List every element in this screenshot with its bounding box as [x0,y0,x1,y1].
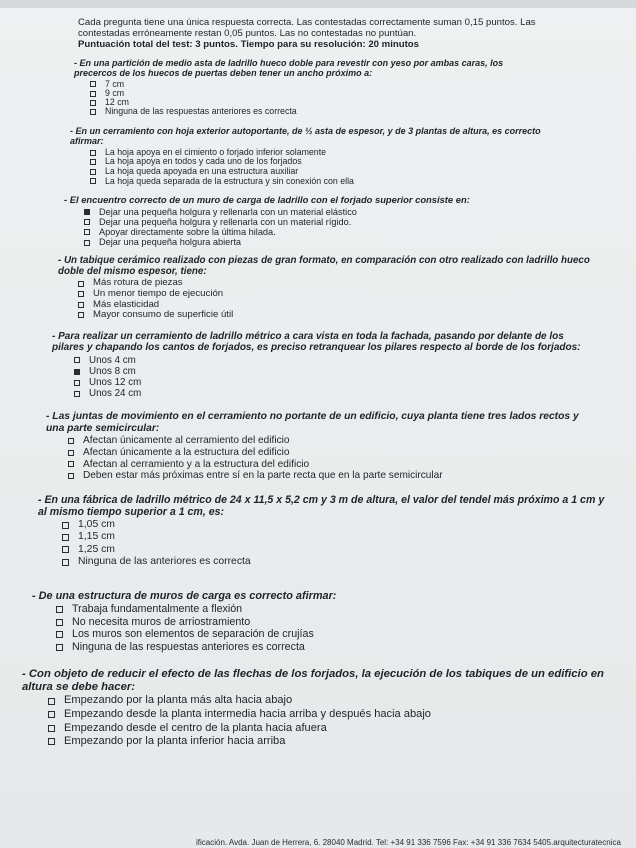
answer-option[interactable] [84,237,594,247]
answer-option[interactable] [74,366,608,377]
question-5 [52,331,608,400]
checked-box-icon[interactable] [74,369,80,375]
answer-option-label: Unos 24 cm [89,388,142,400]
answer-option[interactable] [68,459,612,471]
answer-option[interactable] [90,107,560,116]
checkbox-icon[interactable] [90,150,96,156]
checkbox-icon[interactable] [90,178,96,184]
answer-option[interactable] [62,519,622,531]
answer-option-label: Deben estar más próximas entre sí en la parte recta que en la parte semicircular [83,470,443,482]
question-2 [70,126,588,186]
answer-option[interactable] [90,177,588,187]
answer-option-label: Unos 12 cm [89,377,142,389]
question-1 [74,58,560,117]
checkbox-icon[interactable] [68,450,74,456]
question-text-line: afirmar: [70,136,104,147]
answer-option[interactable] [78,289,606,300]
answer-option[interactable] [56,628,592,641]
checkbox-icon[interactable] [56,606,63,613]
answer-option-label: 12 cm [105,97,129,108]
answer-option-label: Afectan únicamente al cerramiento del edificio [83,435,290,447]
checkbox-icon[interactable] [90,81,96,87]
question-text [46,411,612,434]
question-6 [46,411,612,482]
answer-option-label: Ninguna de las anteriores es correcta [78,555,251,567]
answer-option-label: 7 cm [105,78,125,89]
answer-option-label: La hoja apoya en el cimiento o forjado inferior solamente [105,146,327,157]
answer-option-label: Empezando desde el centro de la planta hacia afuera [64,721,327,734]
answer-option[interactable] [74,355,608,366]
question-text-line: - En una fábrica de ladrillo métrico de 24 x 11,5 x 5,2 cm y 3 m de altura, el valor del tendel más próximo a 1 cm y [38,494,605,506]
exam-instructions [78,17,618,50]
answer-option-label: La hoja queda separada de la estructura y sin conexión con ella [105,175,354,186]
answer-option-label: No necesita muros de arriostramiento [72,615,251,628]
answer-option[interactable] [74,388,608,399]
answer-option-label: Dejar una pequeña holgura y rellenarla con un material rígido. [99,217,352,227]
answer-option-label: La hoja queda apoyada en una estructura auxiliar [105,166,299,176]
answer-option[interactable] [68,470,612,482]
answer-option-label: 9 cm [105,88,125,99]
checkbox-icon[interactable] [74,357,80,363]
question-text-line: pilares y chapando los cantos de forjados, es preciso retranquear los pilares respecto al borde de los forjados: [52,342,581,354]
question-text-line: - En una partición de medio asta de ladrillo hueco doble para revestir con yeso por ambas caras, los [74,58,504,68]
answer-option-label: Apoyar directamente sobre la última hilada. [99,227,276,238]
checkbox-icon[interactable] [84,229,90,235]
checkbox-icon[interactable] [74,391,80,397]
answer-option[interactable] [68,447,612,459]
question-text [74,58,560,79]
checkbox-icon[interactable] [56,644,63,651]
question-text-line: - Las juntas de movimiento en el cerramiento no portante de un edificio, cuya planta tiene tres lados rectos y [46,411,579,422]
checkbox-icon[interactable] [62,522,69,529]
checkbox-icon[interactable] [68,473,74,479]
answer-options [38,519,622,568]
checkbox-icon[interactable] [48,698,55,705]
answer-option[interactable] [48,722,606,736]
answer-options [52,355,608,400]
answer-option[interactable] [84,227,594,237]
checkbox-icon[interactable] [62,534,69,541]
instructions-line-1: Cada pregunta tiene una única respuesta correcta. Las contestadas correctamente suman 0,15 puntos. Las [78,17,536,28]
question-text-line: al mismo tiempo superior a 1 cm, es: [38,506,225,518]
question-4 [58,255,606,321]
checkbox-icon[interactable] [48,725,55,732]
answer-option-label: Más rotura de piezas [93,277,183,289]
answer-option-label: Ninguna de las respuestas anteriores es correcta [72,641,305,654]
answer-option-label: Empezando por la planta más alta hacia abajo [64,694,293,707]
answer-option[interactable] [56,641,592,654]
answer-option-label: Dejar una pequeña holgura y rellenarla con un material elástico [99,206,357,217]
answer-options [46,435,612,481]
answer-option[interactable] [48,694,606,708]
question-text [38,494,622,518]
answer-option-label: 1,05 cm [78,519,115,530]
footer-address: ificación. Avda. Juan de Herrera, 6. 28040 Madrid. Tel: +34 91 336 7596 Fax: +34 91 336 7634 5405.arquitecturatecnica [196,838,621,847]
checkbox-icon[interactable] [78,291,84,297]
top-edge [0,0,636,8]
checkbox-icon[interactable] [68,461,74,467]
question-text-line: - En un cerramiento con hoja exterior autoportante, de ½ asta de espesor, y de 3 plantas de altura, es correcto [70,126,541,136]
question-text-line: una parte semicircular: [46,422,160,434]
answer-option-label: Más elasticidad [93,298,160,310]
question-text-line: - De una estructura de muros de carga es correcto afirmar: [32,590,337,602]
question-text-line: - El encuentro correcto de un muro de carga de ladrillo con el forjado superior consiste en: [64,194,470,205]
answer-option[interactable] [48,735,606,749]
answer-option-label: Afectan únicamente a la estructura del edificio [83,447,290,458]
answer-options [32,603,592,653]
checkbox-icon[interactable] [90,169,96,175]
question-text [52,331,608,354]
answer-option[interactable] [78,310,606,321]
answer-option[interactable] [90,89,560,98]
answer-option-label: Afectan al cerramiento y a la estructura del edificio [83,458,310,470]
question-text-line: precercos de los huecos de puertas deben tener un ancho próximo a: [74,68,373,79]
checkbox-icon[interactable] [90,91,96,97]
answer-options [58,278,606,320]
question-text-line: doble del mismo espesor, tiene: [58,266,207,278]
checkbox-icon[interactable] [90,100,96,106]
question-text [32,590,592,602]
checkbox-icon[interactable] [48,711,55,718]
answer-option[interactable] [90,80,560,89]
checkbox-icon[interactable] [74,380,80,386]
answer-options [64,207,594,248]
question-text-line: - Con objeto de reducir el efecto de las flechas de los forjados, la ejecución de los tabiques de un edificio en [22,668,604,680]
checkbox-icon[interactable] [84,240,90,246]
answer-options [74,80,560,117]
checkbox-icon[interactable] [62,559,69,566]
checkbox-icon[interactable] [56,619,63,626]
checkbox-icon[interactable] [90,159,96,165]
answer-option[interactable] [56,603,592,616]
answer-option[interactable] [84,217,594,227]
answer-option[interactable] [56,616,592,629]
answer-option-label: Dejar una pequeña holgura abierta [99,237,242,248]
answer-options [22,694,606,748]
checkbox-icon[interactable] [84,219,90,225]
answer-option-label: Unos 8 cm [89,366,136,378]
answer-option-label: Unos 4 cm [89,354,136,366]
answer-option-label: Un menor tiempo de ejecución [93,288,224,299]
answer-option[interactable] [74,377,608,388]
answer-option-label: Empezando desde la planta intermedia hacia arriba y después hacia abajo [64,708,431,720]
instructions-line-2: contestadas erróneamente restan 0,05 puntos. Las no contestadas no puntúan. [78,28,417,39]
answer-option[interactable] [48,708,606,722]
checked-box-icon[interactable] [84,209,90,215]
question-text [58,255,606,277]
question-text-line: altura se debe hacer: [22,680,136,693]
checkbox-icon[interactable] [56,631,63,638]
answer-option[interactable] [68,435,612,447]
answer-option-label: Los muros son elementos de separación de crujías [72,628,314,641]
answer-option-label: 1,15 cm [78,531,115,543]
answer-option[interactable] [62,556,622,568]
answer-option-label: 1,25 cm [78,543,115,555]
answer-option-label: La hoja apoya en todos y cada uno de los forjados [105,156,302,167]
answer-option-label: Empezando por la planta inferior hacia arriba [64,735,286,748]
answer-option[interactable] [62,531,622,543]
checkbox-icon[interactable] [90,109,96,115]
checkbox-icon[interactable] [68,438,74,444]
question-text [64,195,594,206]
question-7 [38,494,622,568]
question-8 [32,590,592,654]
answer-option[interactable] [62,544,622,556]
checkbox-icon[interactable] [78,312,84,318]
question-text [22,668,606,693]
checkbox-icon[interactable] [78,281,84,287]
answer-option[interactable] [84,207,594,217]
checkbox-icon[interactable] [78,302,84,308]
answer-options [70,148,588,186]
answer-option-label: Ninguna de las respuestas anteriores es correcta [105,106,297,117]
question-text-line: - Para realizar un cerramiento de ladrillo métrico a cara vista en toda la fachada, pasando por delante de los [52,331,564,342]
checkbox-icon[interactable] [48,738,55,745]
question-3 [64,195,594,248]
answer-option-label: Trabaja fundamentalmente a flexión [72,603,243,616]
question-9 [22,668,606,749]
question-text [70,126,588,147]
total-score-line: Puntuación total del test: 3 puntos. Tiempo para su resolución: 20 minutos [78,39,419,50]
question-text-line: - Un tabique cerámico realizado con piezas de gran formato, en comparación con otro realizado con ladrillo hueco [58,255,590,266]
checkbox-icon[interactable] [62,546,69,553]
answer-option-label: Mayor consumo de superficie útil [93,309,234,321]
